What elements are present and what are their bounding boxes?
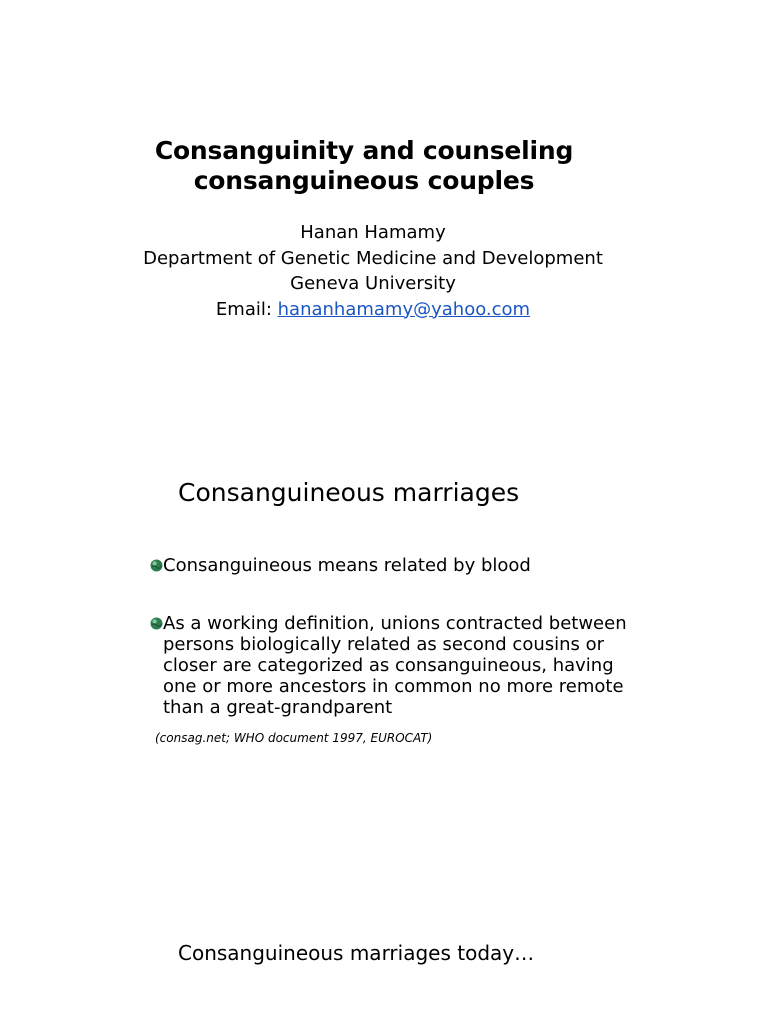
citation: (consag.net; WHO document 1997, EUROCAT) — [155, 731, 433, 745]
title-line-2: consanguineous couples — [193, 166, 535, 195]
author-name: Hanan Hamamy — [300, 222, 446, 243]
email-link[interactable]: hananhamamy@yahoo.com — [277, 298, 531, 320]
title-line-1: Consanguinity and counseling — [154, 136, 574, 165]
author-university: Geneva University — [290, 273, 456, 294]
document-title — [0, 136, 728, 196]
author-email-line — [0, 297, 746, 323]
email-label: Email: — [215, 298, 278, 320]
bullet-text: As a working definition, unions contracted between persons biologically related as second cousins or closer are categorized as consanguineous, having one or more ancestors in common no more remote than a great-grandparent — [163, 613, 627, 718]
section-heading: Consanguineous marriages — [178, 478, 520, 507]
globe-bullet-icon — [150, 559, 163, 572]
bullet-text: Consanguineous means related by blood — [163, 555, 531, 576]
bullet-item — [150, 555, 630, 576]
author-department: Department of Genetic Medicine and Development — [143, 247, 603, 269]
bullet-item — [150, 613, 630, 718]
author-info — [0, 220, 746, 322]
globe-bullet-icon — [150, 617, 163, 630]
next-section-heading: Consanguineous marriages today… — [178, 941, 535, 965]
